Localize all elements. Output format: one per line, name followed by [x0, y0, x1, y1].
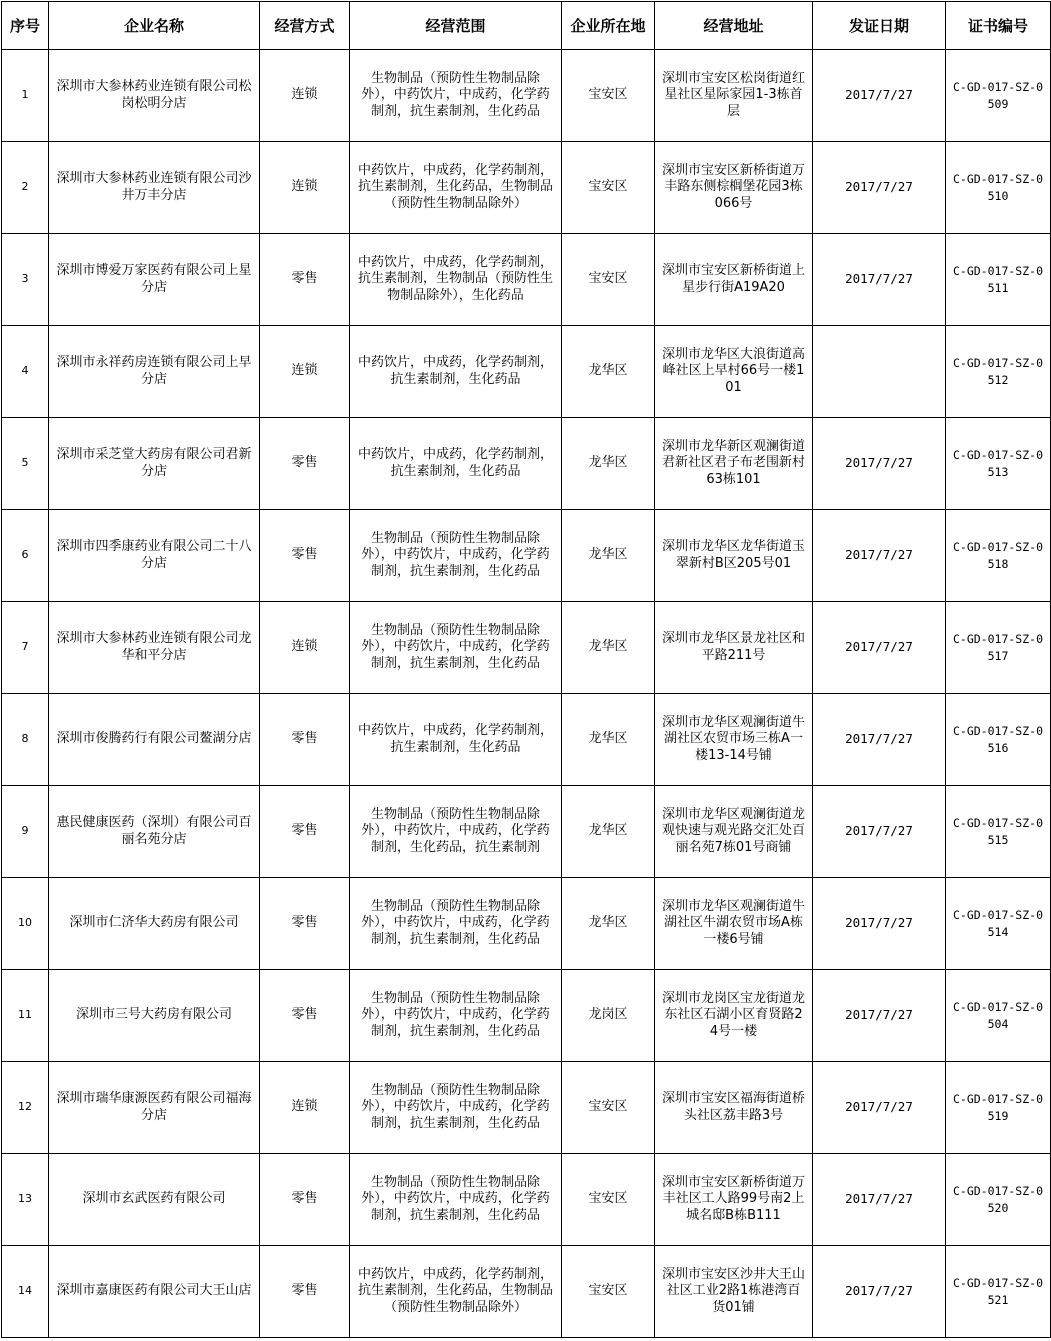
- cell-cert-number: C-GD-017-SZ-0504: [946, 970, 1051, 1062]
- cell-business-mode: 零售: [260, 970, 350, 1062]
- cell-district: 宝安区: [562, 1246, 655, 1338]
- cell-business-scope: 中药饮片，中成药，化学药制剂，抗生素制剂，生化药品: [350, 418, 562, 510]
- cell-issue-date: 2017/7/27: [813, 694, 946, 786]
- cell-issue-date: 2017/7/27: [813, 510, 946, 602]
- cell-business-scope: 中药饮片，中成药，化学药制剂，抗生素制剂，生化药品: [350, 326, 562, 418]
- license-table: [1, 1, 1051, 1338]
- cell-business-mode: 连锁: [260, 142, 350, 234]
- cell-company-name: 深圳市俊腾药行有限公司鳌湖分店: [49, 694, 260, 786]
- cell-district: 宝安区: [562, 1062, 655, 1154]
- cell-address: 深圳市龙华区大浪街道高峰社区上早村66号一楼101: [655, 326, 813, 418]
- cell-district: 龙华区: [562, 510, 655, 602]
- header-company-name: 企业名称: [49, 2, 260, 50]
- cell-cert-number: C-GD-017-SZ-0519: [946, 1062, 1051, 1154]
- cell-district: 宝安区: [562, 50, 655, 142]
- cell-cert-number: C-GD-017-SZ-0521: [946, 1246, 1051, 1338]
- cell-cert-number: C-GD-017-SZ-0513: [946, 418, 1051, 510]
- header-cert-number: 证书编号: [946, 2, 1051, 50]
- cell-address: 深圳市宝安区沙井大王山社区工业2路1栋港湾百货01铺: [655, 1246, 813, 1338]
- cell-issue-date: 2017/7/27: [813, 1062, 946, 1154]
- header-business-scope: 经营范围: [350, 2, 562, 50]
- cell-district: 龙华区: [562, 326, 655, 418]
- cell-company-name: 深圳市博爱万家医药有限公司上星分店: [49, 234, 260, 326]
- cell-issue-date: 2017/7/27: [813, 602, 946, 694]
- cell-issue-date: 2017/7/27: [813, 234, 946, 326]
- cell-business-scope: 中药饮片，中成药，化学药制剂，抗生素制剂，生化药品，生物制品（预防性生物制品除外）: [350, 1246, 562, 1338]
- cell-district: 龙华区: [562, 878, 655, 970]
- cell-business-scope: 生物制品（预防性生物制品除外），中药饮片，中成药，化学药制剂，抗生素制剂，生化药品: [350, 602, 562, 694]
- cell-company-name: 深圳市三号大药房有限公司: [49, 970, 260, 1062]
- cell-issue-date: 2017/7/27: [813, 786, 946, 878]
- cell-address: 深圳市宝安区松岗街道红星社区星际家园1-3栋首层: [655, 50, 813, 142]
- header-row: [2, 2, 1051, 50]
- cell-business-mode: 连锁: [260, 602, 350, 694]
- cell-business-mode: 连锁: [260, 326, 350, 418]
- table-row: [2, 786, 1051, 878]
- cell-business-scope: 中药饮片，中成药，化学药制剂，抗生素制剂，生化药品: [350, 694, 562, 786]
- cell-business-scope: 生物制品（预防性生物制品除外），中药饮片，中成药，化学药制剂，抗生素制剂，生化药品: [350, 878, 562, 970]
- cell-district: 龙岗区: [562, 970, 655, 1062]
- cell-index: 2: [2, 142, 49, 234]
- cell-business-scope: 生物制品（预防性生物制品除外），中药饮片，中成药，化学药制剂，抗生素制剂，生化药品: [350, 1062, 562, 1154]
- cell-company-name: 深圳市永祥药房连锁有限公司上早分店: [49, 326, 260, 418]
- cell-issue-date: 2017/7/27: [813, 878, 946, 970]
- cell-business-mode: 零售: [260, 878, 350, 970]
- table-row: [2, 142, 1051, 234]
- cell-district: 龙华区: [562, 602, 655, 694]
- header-issue-date: 发证日期: [813, 2, 946, 50]
- table-row: [2, 234, 1051, 326]
- cell-cert-number: C-GD-017-SZ-0509: [946, 50, 1051, 142]
- cell-address: 深圳市龙华区龙华街道玉翠新村B区205号01: [655, 510, 813, 602]
- table-row: [2, 1154, 1051, 1246]
- table-row: [2, 418, 1051, 510]
- cell-business-scope: 生物制品（预防性生物制品除外），中药饮片，中成药，化学药制剂，抗生素制剂，生化药品: [350, 50, 562, 142]
- cell-index: 5: [2, 418, 49, 510]
- table-row: [2, 326, 1051, 418]
- table-row: [2, 50, 1051, 142]
- table-row: [2, 878, 1051, 970]
- cell-address: 深圳市龙华区观澜街道牛湖社区牛湖农贸市场A栋一楼6号铺: [655, 878, 813, 970]
- cell-index: 1: [2, 50, 49, 142]
- cell-district: 龙华区: [562, 694, 655, 786]
- cell-business-mode: 零售: [260, 694, 350, 786]
- cell-business-mode: 零售: [260, 418, 350, 510]
- cell-issue-date: 2017/7/27: [813, 1246, 946, 1338]
- cell-address: 深圳市宝安区新桥街道万丰路东侧棕榈堡花园3栋066号: [655, 142, 813, 234]
- cell-company-name: 深圳市瑞华康源医药有限公司福海分店: [49, 1062, 260, 1154]
- table-row: [2, 510, 1051, 602]
- table-row: [2, 1062, 1051, 1154]
- cell-company-name: 深圳市玄武医药有限公司: [49, 1154, 260, 1246]
- table-row: [2, 1246, 1051, 1338]
- cell-company-name: 惠民健康医药（深圳）有限公司百丽名苑分店: [49, 786, 260, 878]
- table-row: [2, 694, 1051, 786]
- cell-issue-date: 2017/7/27: [813, 1154, 946, 1246]
- cell-address: 深圳市龙华区观澜街道龙观快速与观光路交汇处百丽名苑7栋01号商铺: [655, 786, 813, 878]
- cell-company-name: 深圳市大参林药业连锁有限公司沙井万丰分店: [49, 142, 260, 234]
- cell-address: 深圳市宝安区新桥街道万丰社区工人路99号南2上城名邸B栋B111: [655, 1154, 813, 1246]
- cell-cert-number: C-GD-017-SZ-0520: [946, 1154, 1051, 1246]
- cell-issue-date: [813, 326, 946, 418]
- cell-index: 9: [2, 786, 49, 878]
- header-business-mode: 经营方式: [260, 2, 350, 50]
- cell-business-mode: 零售: [260, 1154, 350, 1246]
- cell-company-name: 深圳市大参林药业连锁有限公司松岗松明分店: [49, 50, 260, 142]
- cell-district: 宝安区: [562, 234, 655, 326]
- cell-business-mode: 连锁: [260, 1062, 350, 1154]
- cell-district: 宝安区: [562, 1154, 655, 1246]
- cell-company-name: 深圳市大参林药业连锁有限公司龙华和平分店: [49, 602, 260, 694]
- cell-cert-number: C-GD-017-SZ-0518: [946, 510, 1051, 602]
- cell-index: 7: [2, 602, 49, 694]
- cell-issue-date: 2017/7/27: [813, 418, 946, 510]
- cell-cert-number: C-GD-017-SZ-0510: [946, 142, 1051, 234]
- cell-business-scope: 生物制品（预防性生物制品除外），中药饮片，中成药，化学药制剂，抗生素制剂，生化药品: [350, 1154, 562, 1246]
- cell-business-mode: 零售: [260, 234, 350, 326]
- header-index: 序号: [2, 2, 49, 50]
- cell-district: 龙华区: [562, 418, 655, 510]
- cell-address: 深圳市龙岗区宝龙街道龙东社区石湖小区育贤路24号一楼: [655, 970, 813, 1062]
- cell-cert-number: C-GD-017-SZ-0512: [946, 326, 1051, 418]
- cell-business-scope: 生物制品（预防性生物制品除外），中药饮片，中成药，化学药制剂，生化药品，抗生素制剂: [350, 786, 562, 878]
- cell-index: 13: [2, 1154, 49, 1246]
- cell-address: 深圳市龙华新区观澜街道君新社区君子布老围新村63栋101: [655, 418, 813, 510]
- header-address: 经营地址: [655, 2, 813, 50]
- cell-business-mode: 零售: [260, 1246, 350, 1338]
- cell-index: 6: [2, 510, 49, 602]
- cell-company-name: 深圳市嘉康医药有限公司大王山店: [49, 1246, 260, 1338]
- cell-index: 12: [2, 1062, 49, 1154]
- cell-business-mode: 零售: [260, 786, 350, 878]
- cell-district: 宝安区: [562, 142, 655, 234]
- cell-business-scope: 生物制品（预防性生物制品除外），中药饮片，中成药，化学药制剂，抗生素制剂，生化药品: [350, 510, 562, 602]
- cell-index: 11: [2, 970, 49, 1062]
- cell-address: 深圳市宝安区福海街道桥头社区荔丰路3号: [655, 1062, 813, 1154]
- cell-issue-date: 2017/7/27: [813, 50, 946, 142]
- cell-business-scope: 中药饮片，中成药，化学药制剂，抗生素制剂，生物制品（预防性生物制品除外），生化药品: [350, 234, 562, 326]
- cell-address: 深圳市龙华区观澜街道牛湖社区农贸市场三栋A一楼13-14号铺: [655, 694, 813, 786]
- cell-business-mode: 连锁: [260, 50, 350, 142]
- cell-index: 10: [2, 878, 49, 970]
- cell-address: 深圳市龙华区景龙社区和平路211号: [655, 602, 813, 694]
- cell-index: 14: [2, 1246, 49, 1338]
- cell-business-scope: 生物制品（预防性生物制品除外），中药饮片，中成药，化学药制剂，抗生素制剂，生化药品: [350, 970, 562, 1062]
- cell-issue-date: 2017/7/27: [813, 970, 946, 1062]
- cell-cert-number: C-GD-017-SZ-0514: [946, 878, 1051, 970]
- cell-cert-number: C-GD-017-SZ-0517: [946, 602, 1051, 694]
- cell-index: 8: [2, 694, 49, 786]
- cell-cert-number: C-GD-017-SZ-0511: [946, 234, 1051, 326]
- cell-company-name: 深圳市四季康药业有限公司二十八分店: [49, 510, 260, 602]
- cell-business-mode: 零售: [260, 510, 350, 602]
- cell-district: 龙华区: [562, 786, 655, 878]
- cell-address: 深圳市宝安区新桥街道上星步行街A19A20: [655, 234, 813, 326]
- cell-company-name: 深圳市采芝堂大药房有限公司君新分店: [49, 418, 260, 510]
- table-row: [2, 970, 1051, 1062]
- table-row: [2, 602, 1051, 694]
- cell-issue-date: 2017/7/27: [813, 142, 946, 234]
- cell-index: 4: [2, 326, 49, 418]
- cell-cert-number: C-GD-017-SZ-0516: [946, 694, 1051, 786]
- cell-index: 3: [2, 234, 49, 326]
- cell-cert-number: C-GD-017-SZ-0515: [946, 786, 1051, 878]
- cell-business-scope: 中药饮片，中成药，化学药制剂，抗生素制剂，生化药品，生物制品（预防性生物制品除外）: [350, 142, 562, 234]
- header-district: 企业所在地: [562, 2, 655, 50]
- cell-company-name: 深圳市仁济华大药房有限公司: [49, 878, 260, 970]
